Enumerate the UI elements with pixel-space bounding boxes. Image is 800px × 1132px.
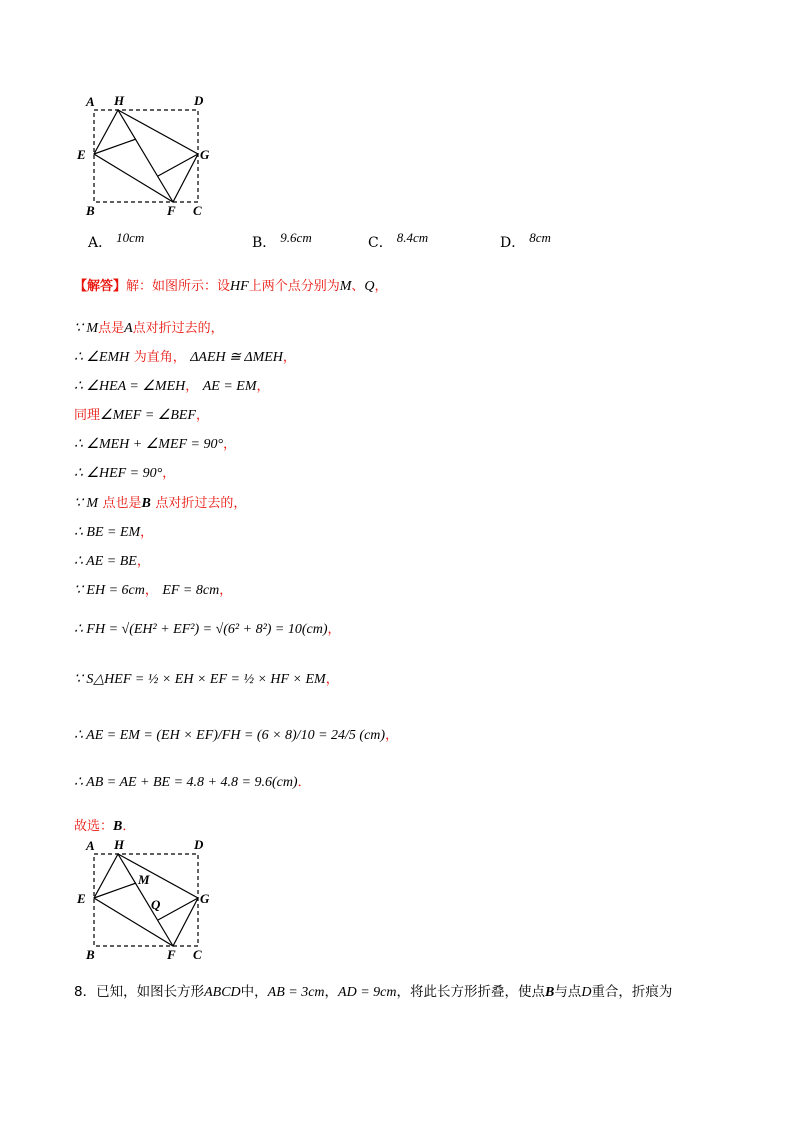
label-e: E — [77, 147, 86, 162]
label-a: A — [86, 838, 95, 853]
label-a: A — [86, 94, 95, 109]
answer-choices — [88, 232, 728, 254]
solution-line-area: ∵ S△HEF = ½ × EH × EF = ½ × HF × EM， — [74, 672, 339, 687]
solution-line-2: ∴ ∠EMH 为直角， ΔAEH ≅ ΔMEH， — [74, 350, 296, 365]
solution-line-1: ∵ M点是A点对折过去的， — [74, 321, 224, 336]
solution-line-ae: ∴ AE = EM = (EH × EF)/FH = (6 × 8)/10 = 24/5 (cm)， — [74, 728, 399, 743]
choice-a[interactable]: A． 10cm — [88, 230, 145, 251]
label-g: G — [200, 147, 210, 162]
label-f: F — [167, 203, 176, 218]
label-d: D — [194, 93, 204, 108]
solution-line-6: ∴ ∠HEF = 90°， — [74, 466, 176, 481]
solution-line-8: ∴ BE = EM， — [74, 525, 154, 540]
label-q: Q — [151, 897, 161, 912]
crease-hf — [118, 854, 173, 946]
solution-line-4: 同理∠MEF = ∠BEF， — [74, 408, 210, 423]
label-c: C — [193, 203, 202, 218]
figure-2 — [72, 836, 222, 966]
label-b: B — [86, 203, 95, 218]
solution-line-7: ∵ M 点也是B 点对折过去的， — [74, 496, 247, 511]
label-d: D — [194, 837, 204, 852]
label-h: H — [114, 93, 125, 108]
label-e: E — [77, 891, 86, 906]
solution-line-5: ∴ ∠MEH + ∠MEF = 90°， — [74, 437, 237, 452]
label-f: F — [167, 947, 176, 962]
label-g: G — [200, 891, 210, 906]
solution-line-ab: ∴ AB = AE + BE = 4.8 + 4.8 = 9.6(cm)． — [74, 775, 311, 790]
label-b: B — [86, 947, 95, 962]
label-c: C — [193, 947, 202, 962]
choice-d[interactable]: D． 8cm — [500, 230, 551, 251]
solution-line-3: ∴ ∠HEA = ∠MEH， AE = EM， — [74, 379, 270, 394]
answer-line: 故选：B． — [74, 819, 136, 834]
solution-line-9: ∴ AE = BE， — [74, 554, 150, 569]
crease-hf — [118, 110, 173, 202]
label-m: M — [138, 872, 150, 887]
figure-1 — [72, 92, 222, 222]
solution-header: 【解答】解：如图所示：设HF上两个点分别为M、Q， — [74, 279, 388, 294]
solution-line-fh: ∴ FH = √(EH² + EF²) = √(6² + 8²) = 10(cm)， — [74, 622, 341, 637]
question-8: 8．已知，如图长方形ABCD中，AB = 3cm，AD = 9cm，将此长方形折叠，使点B与点D重合，折痕为 — [74, 984, 673, 1000]
choice-c[interactable]: C． 8.4cm — [368, 230, 429, 251]
label-h: H — [114, 837, 125, 852]
solution-line-10: ∵ EH = 6cm， EF = 8cm， — [74, 583, 233, 598]
choice-b[interactable]: B． 9.6cm — [252, 230, 312, 251]
